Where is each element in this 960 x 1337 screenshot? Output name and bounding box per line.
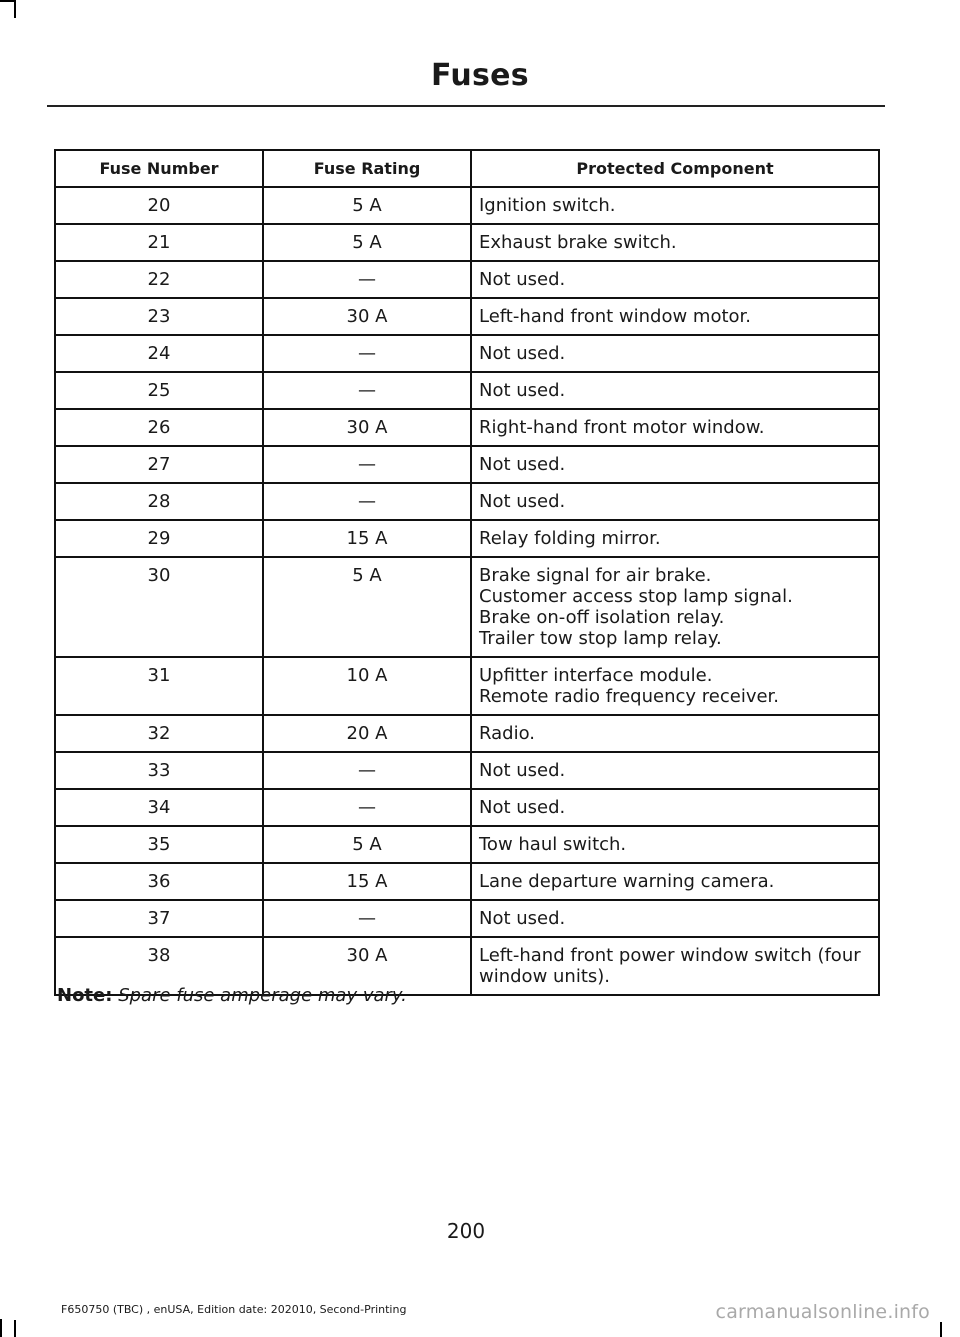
table-row xyxy=(55,335,879,372)
fuse-number-cell: 30 xyxy=(55,557,263,657)
fuse-number-cell: 28 xyxy=(55,483,263,520)
component-line: Not used. xyxy=(479,491,566,512)
protected-component-cell xyxy=(471,520,879,557)
fuse-rating-cell: — xyxy=(263,900,471,937)
fuse-rating-cell: 10 A xyxy=(263,657,471,715)
table-row xyxy=(55,520,879,557)
fuse-rating-cell: 30 A xyxy=(263,298,471,335)
component-line: Radio. xyxy=(479,723,535,744)
protected-component-cell xyxy=(471,298,879,335)
component-line: Brake on-off isolation relay. xyxy=(479,607,725,628)
fuse-number-cell: 29 xyxy=(55,520,263,557)
table-row xyxy=(55,557,879,657)
header-fuse-rating: Fuse Rating xyxy=(263,150,471,187)
page-title: Fuses xyxy=(431,58,529,93)
component-line: Remote radio frequency receiver. xyxy=(479,686,780,707)
fuse-number-cell: 37 xyxy=(55,900,263,937)
fuse-rating-cell: — xyxy=(263,372,471,409)
fuse-number-cell: 38 xyxy=(55,937,263,995)
fuse-number-cell: 25 xyxy=(55,372,263,409)
fuse-rating-cell: — xyxy=(263,335,471,372)
protected-component-cell xyxy=(471,863,879,900)
fuse-rating-cell: 5 A xyxy=(263,826,471,863)
fuse-rating-cell: — xyxy=(263,446,471,483)
table-row xyxy=(55,826,879,863)
protected-component-cell xyxy=(471,261,879,298)
fuse-number-cell: 24 xyxy=(55,335,263,372)
table-row xyxy=(55,752,879,789)
table-header-row xyxy=(55,150,879,187)
table-body xyxy=(55,187,879,995)
protected-component-cell xyxy=(471,789,879,826)
fuse-number-cell: 21 xyxy=(55,224,263,261)
fuse-number-cell: 20 xyxy=(55,187,263,224)
fuse-number-cell: 23 xyxy=(55,298,263,335)
table-row xyxy=(55,372,879,409)
crop-mark xyxy=(14,0,16,18)
page-number: 200 xyxy=(446,1219,486,1243)
protected-component-cell xyxy=(471,446,879,483)
crop-mark xyxy=(14,1320,16,1337)
protected-component-cell xyxy=(471,372,879,409)
crop-mark xyxy=(0,0,14,2)
table-row xyxy=(55,483,879,520)
table-row xyxy=(55,261,879,298)
component-line: Upfitter interface module. xyxy=(479,665,713,686)
header-fuse-number: Fuse Number xyxy=(55,150,263,187)
component-line: Trailer tow stop lamp relay. xyxy=(479,628,722,649)
component-line: window units). xyxy=(479,966,611,987)
protected-component-cell xyxy=(471,224,879,261)
edition-footer: F650750 (TBC) , enUSA, Edition date: 202010, Second-Printing xyxy=(61,1303,407,1316)
component-line: Not used. xyxy=(479,269,566,290)
note-text: Spare fuse amperage may vary. xyxy=(118,985,407,1006)
protected-component-cell xyxy=(471,752,879,789)
protected-component-cell xyxy=(471,409,879,446)
component-line: Customer access stop lamp signal. xyxy=(479,586,793,607)
protected-component-cell xyxy=(471,483,879,520)
fuse-number-cell: 27 xyxy=(55,446,263,483)
note-label: Note: xyxy=(57,985,113,1006)
protected-component-cell xyxy=(471,900,879,937)
fuse-rating-cell: 15 A xyxy=(263,520,471,557)
component-line: Not used. xyxy=(479,760,566,781)
component-line: Tow haul switch. xyxy=(479,834,627,855)
fuse-number-cell: 26 xyxy=(55,409,263,446)
table-row xyxy=(55,715,879,752)
fuse-rating-cell: — xyxy=(263,483,471,520)
fuse-rating-cell: — xyxy=(263,261,471,298)
note xyxy=(57,985,407,1007)
component-line: Left-hand front window motor. xyxy=(479,306,751,327)
fuse-number-cell: 36 xyxy=(55,863,263,900)
protected-component-cell xyxy=(471,715,879,752)
component-line: Lane departure warning camera. xyxy=(479,871,775,892)
table-row xyxy=(55,446,879,483)
component-line: Exhaust brake switch. xyxy=(479,232,677,253)
watermark: carmanualsonline.info xyxy=(715,1301,930,1323)
table-row xyxy=(55,789,879,826)
fuse-rating-cell: 30 A xyxy=(263,409,471,446)
table-row xyxy=(55,900,879,937)
component-line: Brake signal for air brake. xyxy=(479,565,712,586)
component-line: Not used. xyxy=(479,908,566,929)
table-row xyxy=(55,187,879,224)
crop-mark xyxy=(0,1319,2,1337)
fuse-number-cell: 34 xyxy=(55,789,263,826)
fuse-rating-cell: — xyxy=(263,789,471,826)
fuse-number-cell: 32 xyxy=(55,715,263,752)
fuse-number-cell: 35 xyxy=(55,826,263,863)
fuse-rating-cell: 5 A xyxy=(263,224,471,261)
header-protected-component: Protected Component xyxy=(471,150,879,187)
crop-mark xyxy=(940,1322,942,1337)
protected-component-cell xyxy=(471,335,879,372)
protected-component-cell xyxy=(471,557,879,657)
component-line: Not used. xyxy=(479,380,566,401)
component-line: Right-hand front motor window. xyxy=(479,417,765,438)
table-row xyxy=(55,863,879,900)
fuse-number-cell: 33 xyxy=(55,752,263,789)
table-row xyxy=(55,298,879,335)
fuse-rating-cell: 5 A xyxy=(263,187,471,224)
table-row xyxy=(55,409,879,446)
protected-component-cell xyxy=(471,937,879,995)
fuse-rating-cell: — xyxy=(263,752,471,789)
protected-component-cell xyxy=(471,187,879,224)
protected-component-cell xyxy=(471,657,879,715)
title-divider xyxy=(47,105,885,107)
fuse-rating-cell: 20 A xyxy=(263,715,471,752)
component-line: Not used. xyxy=(479,797,566,818)
fuse-rating-cell: 15 A xyxy=(263,863,471,900)
component-line: Left-hand front power window switch (four xyxy=(479,945,861,966)
fuse-rating-cell: 5 A xyxy=(263,557,471,657)
fuse-rating-cell: 30 A xyxy=(263,937,471,995)
fuse-number-cell: 31 xyxy=(55,657,263,715)
fuse-number-cell: 22 xyxy=(55,261,263,298)
protected-component-cell xyxy=(471,826,879,863)
fuse-table xyxy=(54,149,880,996)
component-line: Not used. xyxy=(479,343,566,364)
component-line: Ignition switch. xyxy=(479,195,616,216)
table-row xyxy=(55,224,879,261)
component-line: Relay folding mirror. xyxy=(479,528,661,549)
component-line: Not used. xyxy=(479,454,566,475)
table-row xyxy=(55,657,879,715)
